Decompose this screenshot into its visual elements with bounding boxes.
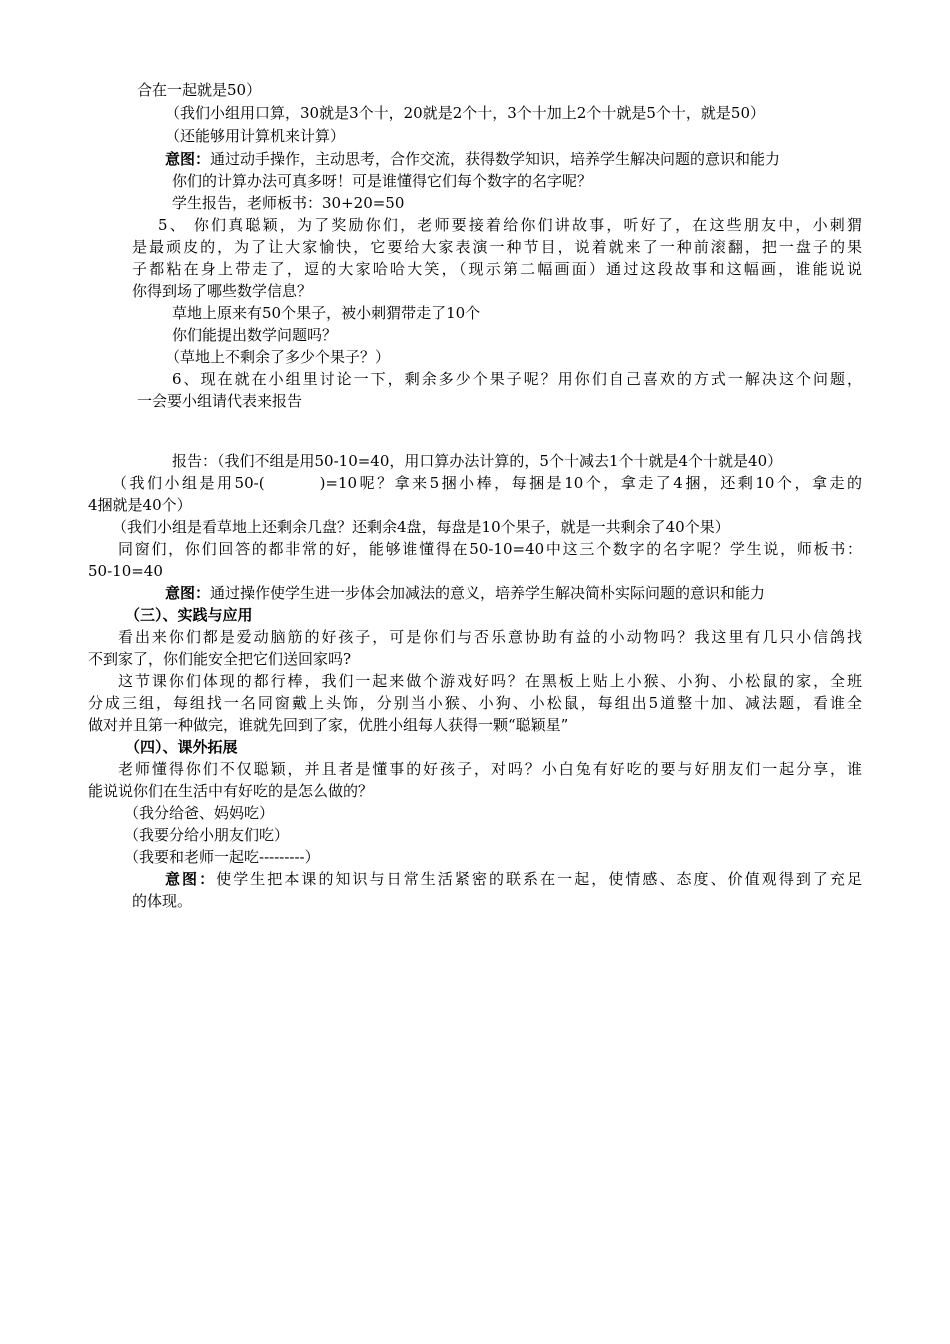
text-line: 的体现。: [132, 892, 193, 910]
text-line: （草地上不剩余了多少个果子？）: [165, 348, 391, 366]
text-line: （我分给爸、妈妈吃）: [124, 804, 275, 822]
text-line: （我们小组是看草地上还剩余几盘？还剩余4盘，每盘是10个果子，就是一共剩余了40个果）: [112, 518, 730, 536]
text-line: 做对并且第一种做完，谁就先回到了家，优胜小组每人获得一颗“聪颖星”: [88, 716, 569, 734]
intent-text: 通过操作使学生进一步体会加减法的意义，培养学生解决简朴实际问题的意识和能力: [210, 584, 766, 602]
text-line: 报告：（我们不组是用50-10=40，用口算办法计算的，5个十减去1个十就是4个十就是40）: [172, 452, 783, 470]
text-line: （我要和老师一起吃---------）: [124, 848, 320, 866]
intent-label: 意图：: [165, 870, 217, 888]
text-line: （还能够用计算机来计算）: [165, 127, 346, 145]
text-line: 你得到场了哪些数学信息？: [132, 282, 313, 300]
intent-text: 通过动手操作，主动思考，合作交流，获得数学知识，培养学生解决问题的意识和能力: [210, 150, 781, 168]
text-line: 分成三组，每组找一名同窗戴上头饰，分别当小猴、小狗、小松鼠，每组出5道整十加、减法题，看谁全: [88, 694, 862, 712]
intent-line: [165, 869, 862, 889]
text-line: 草地上原来有50个果子，被小刺猬带走了10个: [172, 304, 481, 322]
text-line: 看出来你们都是爱动脑筋的好孩子，可是你们与否乐意协助有益的小动物吗？我这里有几只小信鸽找: [118, 628, 862, 646]
text-line: （我们小组用口算，30就是3个十，20就是2个十，3个十加上2个十就是5个十，就是50）: [165, 104, 765, 122]
section-heading: （三）、实践与应用: [125, 606, 253, 624]
text-line: 这节课你们体现的都行棒，我们一起来做个游戏好吗？在黑板上贴上小猴、小狗、小松鼠的家，全班: [118, 672, 862, 690]
text-line: 50-10=40: [88, 562, 163, 580]
intent-line: [165, 149, 780, 169]
intent-line: [165, 583, 765, 603]
text-line: 能说说你们在生活中有好吃的是怎么做的？: [88, 782, 374, 800]
text-line: 学生报告，老师板书：30+20=50: [172, 194, 405, 212]
text-line: 子都粘在身上带走了，逗的大家哈哈大笑，（现示第二幅画面）通过这段故事和这幅画，谁能说说: [132, 260, 862, 278]
text-line: 6、现在就在小组里讨论一下，剩余多少个果子呢？用你们自己喜欢的方式一解决这个问题，: [172, 370, 862, 388]
intent-text: 使学生把本课的知识与日常生活紧密的联系在一起，使情感、态度、价值观得到了充足: [216, 870, 862, 888]
section-heading: （四）、课外拓展: [125, 738, 238, 756]
text-line: 4捆就是40个）: [88, 496, 192, 514]
text-line: 5、 你们真聪颖，为了奖励你们，老师要接着给你们讲故事，听好了，在这些朋友中，小刺猬: [158, 216, 862, 234]
intent-label: 意图：: [165, 584, 211, 602]
text-line: 同窗们，你们回答的都非常的好，能够谁懂得在50-10=40中这三个数字的名字呢？学生说，师板书：: [118, 540, 862, 558]
text-line: 你们能提出数学问题吗？: [172, 326, 338, 344]
text-line: （我们小组是用50-( )=10呢？拿来5捆小棒，每捆是10个，拿走了4捆，还剩10个，拿走的: [112, 474, 862, 492]
text-line: 一会要小组请代表来报告: [137, 392, 303, 410]
intent-label: 意图：: [165, 150, 211, 168]
text-line: （我要分给小朋友们吃）: [124, 826, 290, 844]
text-line: 是最顽皮的，为了让大家愉快，它要给大家表演一种节目，说着就来了一种前滚翻，把一盘子的果: [132, 238, 862, 256]
text-line: 合在一起就是50）: [137, 81, 262, 99]
text-line: 老师懂得你们不仅聪颖，并且者是懂事的好孩子，对吗？小白兔有好吃的要与好朋友们一起分享，谁: [118, 760, 862, 778]
text-line: 你们的计算办法可真多呀！可是谁懂得它们每个数字的名字呢？: [172, 172, 593, 190]
text-line: 不到家了，你们能安全把它们送回家吗?: [88, 650, 352, 668]
